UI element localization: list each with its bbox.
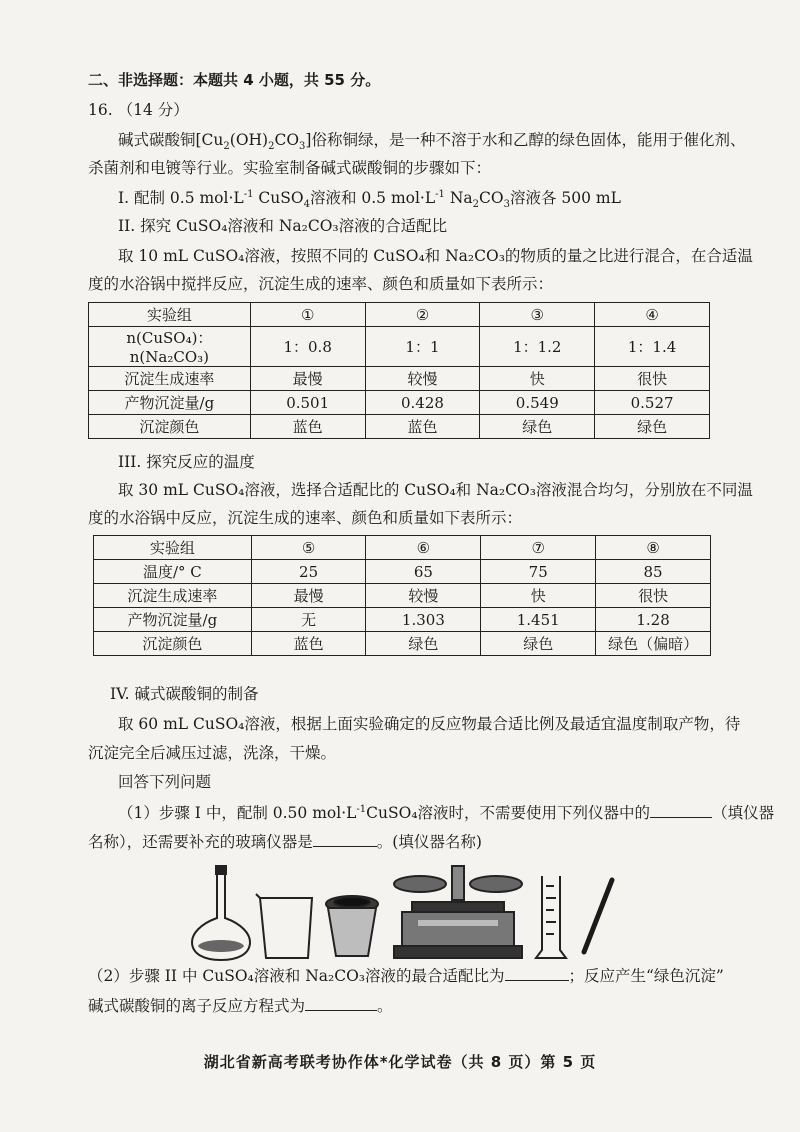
table-cell: 蓝色 <box>250 415 365 439</box>
table-row <box>89 327 710 367</box>
table-cell: ⑥ <box>366 536 481 560</box>
table-row <box>89 415 710 439</box>
apparatus-illustration <box>180 862 630 962</box>
table-row <box>89 367 710 391</box>
question-number <box>88 100 189 120</box>
table-cell: 蓝色 <box>251 632 366 656</box>
table-cell: 85 <box>596 560 711 584</box>
table-cell: 蓝色 <box>365 415 480 439</box>
q2-line-2: 碱式碳酸铜的离子反应方程式为 。 <box>88 997 393 1015</box>
graduated-cylinder-icon <box>536 876 566 958</box>
table-cell: 绿色 <box>595 415 710 439</box>
table-cell: 1：0.8 <box>250 327 365 367</box>
step4-heading: IV. 碱式碳酸铜的制备 <box>110 685 259 703</box>
question-number-label: 16. <box>88 101 113 119</box>
beaker-icon <box>256 894 312 958</box>
row-label: 沉淀颜色 <box>89 415 251 439</box>
row-label: 产物沉淀量/g <box>94 608 252 632</box>
step4-text-1: 取 60 mL CuSO₄溶液，根据上面实验确定的反应物最合适比例及最适宜温度制取产物，待 <box>118 715 741 733</box>
table-cell: 很快 <box>596 584 711 608</box>
table-cell: ② <box>365 303 480 327</box>
step2-heading: II. 探究 CuSO₄溶液和 Na₂CO₃溶液的合适配比 <box>118 217 448 235</box>
table-cell: 1.28 <box>596 608 711 632</box>
step2-text-1: 取 10 mL CuSO₄溶液，按照不同的 CuSO₄和 Na₂CO₃的物质的量之比进行混合，在合适温 <box>118 247 753 265</box>
row-label: 沉淀生成速率 <box>94 584 252 608</box>
ratio-table <box>88 302 710 439</box>
q1-blank-unused-instrument[interactable] <box>650 803 712 818</box>
table-row <box>94 560 711 584</box>
table-cell: 0.527 <box>595 391 710 415</box>
table-cell: 1：1 <box>365 327 480 367</box>
question-points: （14 分） <box>117 101 189 119</box>
balance-icon <box>394 866 522 958</box>
table-cell: ⑧ <box>596 536 711 560</box>
table-cell: 绿色 <box>480 415 595 439</box>
row-label: 实验组 <box>94 536 252 560</box>
q1-line-1: （1）步骤 I 中，配制 0.50 $mol\cdot L^{-1}CuSO_4$溶液时，不需要使用下列仪器中的 （填仪器 <box>118 803 775 822</box>
table-cell: 快 <box>480 367 595 391</box>
step1-text: I. 配制 0.5 $mol\cdot L^{-1}$ CuSO$_4$溶液和 0.5 $mol\cdot L^{-1}$ $Na_2CO_3$溶液各 500 mL <box>118 188 621 211</box>
table-cell: ③ <box>480 303 595 327</box>
table-cell: ④ <box>595 303 710 327</box>
row-label: 产物沉淀量/g <box>89 391 251 415</box>
page-footer: 湖北省新高考联考协作体*化学试卷（共 8 页）第 5 页 <box>203 1053 597 1071</box>
table-cell: 绿色 <box>481 632 596 656</box>
table-cell: 1：1.2 <box>480 327 595 367</box>
section-heading: 二、非选择题：本题共 4 小题，共 55 分。 <box>88 71 381 89</box>
table-cell: 0.549 <box>480 391 595 415</box>
row-label: 沉淀颜色 <box>94 632 252 656</box>
table-cell: 快 <box>481 584 596 608</box>
table-cell: 较慢 <box>366 584 481 608</box>
table-cell: ① <box>250 303 365 327</box>
table-cell: 75 <box>481 560 596 584</box>
step3-heading: III. 探究反应的温度 <box>118 453 255 471</box>
table-cell: 最慢 <box>250 367 365 391</box>
temperature-table <box>93 535 711 656</box>
table-row <box>94 584 711 608</box>
table-cell: 无 <box>251 608 366 632</box>
table-row <box>89 303 710 327</box>
table-row <box>94 536 711 560</box>
table-cell: 0.428 <box>365 391 480 415</box>
volumetric-flask-icon <box>192 866 250 960</box>
table-cell: 65 <box>366 560 481 584</box>
q1-blank-extra-glassware[interactable] <box>313 832 377 847</box>
row-label: 沉淀生成速率 <box>89 367 251 391</box>
intro-line-1: 碱式碳酸铜$[Cu_2(OH)_2CO_3]$俗称铜绿，是一种不溶于水和乙醇的绿色固体，能用于催化剂、 <box>118 131 746 153</box>
table-cell: 很快 <box>595 367 710 391</box>
table-cell: 绿色 <box>366 632 481 656</box>
intro-line-2: 杀菌剂和电镀等行业。实验室制备碱式碳酸铜的步骤如下： <box>88 159 492 177</box>
table-cell: 最慢 <box>251 584 366 608</box>
answer-prompt: 回答下列问题 <box>118 773 212 791</box>
step4-text-2: 沉淀完全后减压过滤，洗涤，干燥。 <box>88 744 337 762</box>
q1-line-2: 名称），还需要补充的玻璃仪器是 。(填仪器名称) <box>88 833 482 851</box>
glass-rod-icon <box>584 880 612 952</box>
table-cell: 1：1.4 <box>595 327 710 367</box>
q2-line-1: （2）步骤 II 中 CuSO₄溶液和 Na₂CO₃溶液的最合适配比为 ；反应产生“绿色沉淀” <box>88 967 724 985</box>
table-cell: ⑦ <box>481 536 596 560</box>
table-cell: 25 <box>251 560 366 584</box>
table-cell: 1.303 <box>366 608 481 632</box>
step3-text-1: 取 30 mL CuSO₄溶液，选择合适配比的 CuSO₄和 Na₂CO₃溶液混合均匀，分别放在不同温 <box>118 481 753 499</box>
table-cell: 1.451 <box>481 608 596 632</box>
table-cell: 0.501 <box>250 391 365 415</box>
table-row <box>94 632 711 656</box>
table-cell: ⑤ <box>251 536 366 560</box>
crucible-icon <box>326 896 378 956</box>
q2-blank-equation[interactable] <box>305 996 377 1011</box>
table-row <box>89 391 710 415</box>
row-label: 实验组 <box>89 303 251 327</box>
step2-text-2: 度的水浴锅中搅拌反应，沉淀生成的速率、颜色和质量如下表所示： <box>88 275 554 293</box>
table-cell: 绿色（偏暗） <box>596 632 711 656</box>
table-cell: 较慢 <box>365 367 480 391</box>
q2-blank-ratio[interactable] <box>505 966 569 981</box>
step3-text-2: 度的水浴锅中反应，沉淀生成的速率、颜色和质量如下表所示： <box>88 509 523 527</box>
row-label: 温度/° C <box>94 560 252 584</box>
table-row <box>94 608 711 632</box>
row-label: n(CuSO₄)：n(Na₂CO₃) <box>89 327 251 367</box>
